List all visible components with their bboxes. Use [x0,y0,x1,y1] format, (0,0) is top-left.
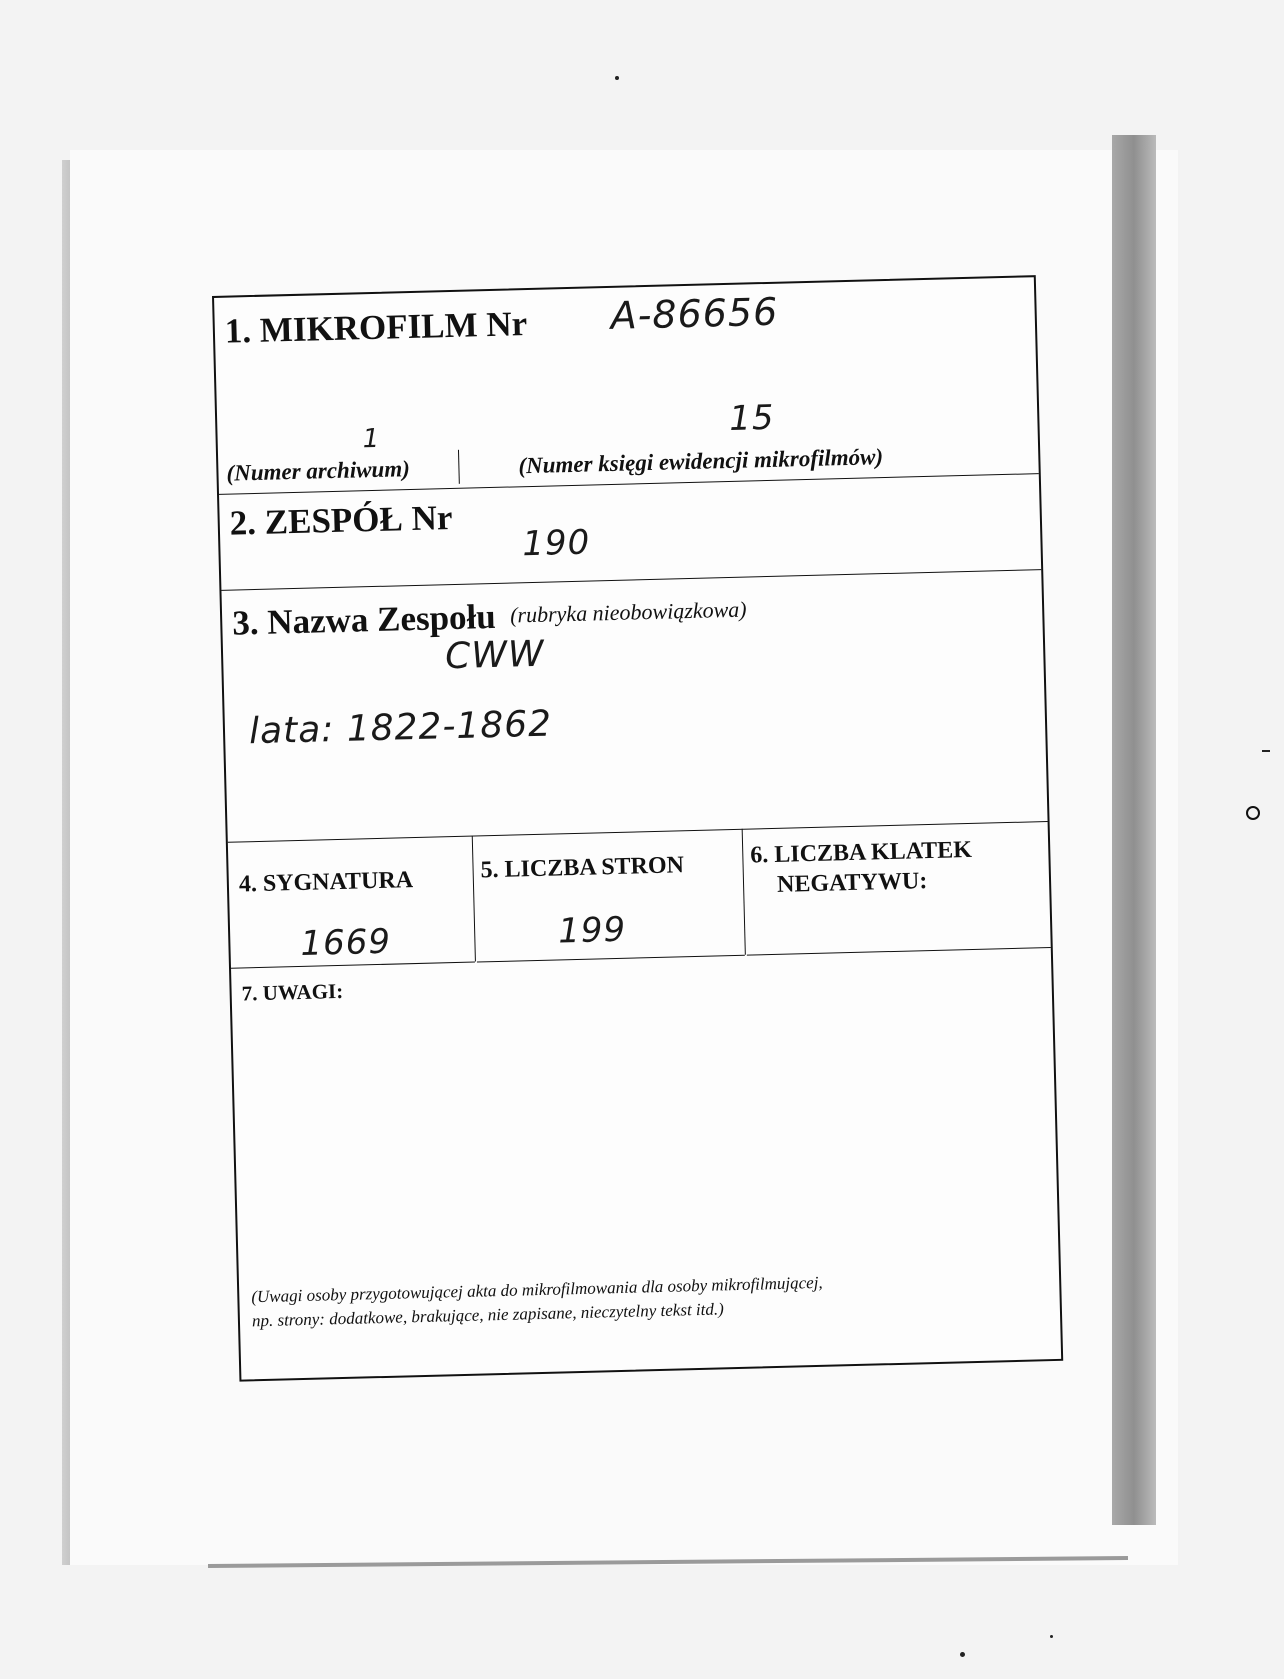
archive-number-caption: (Numer archiwum) [226,456,411,486]
microfilm-form [212,275,1063,1382]
scan-speck [615,76,619,80]
negative-frames-label-2: NEGATYWU: [776,868,928,898]
fond-number-label: 2. ZESPÓŁ Nr [229,497,453,543]
section-remarks [231,947,1061,1380]
scan-shadow-right [1112,135,1156,1525]
fond-name-label: 3. Nazwa Zespołu [231,596,497,643]
cell-signature [228,836,475,969]
section-fond-name [221,569,1047,843]
signature-label: 4. SYGNATURA [238,867,414,898]
microfilm-number-value: A-86656 [610,289,779,338]
caption-divider [458,450,460,484]
scan-speck [1262,750,1270,752]
negative-frames-label-1: 6. LICZBA KLATEK [750,836,973,869]
register-number-value: 15 [728,397,776,439]
scan-speck [1246,806,1260,820]
remarks-note-line-1: (Uwagi osoby przygotowującej akta do mikrofilmowania dla osoby mikrofilmującej, [251,1272,823,1307]
archive-number-value: 1 [362,423,381,455]
signature-value: 1669 [299,921,392,964]
scan-speck [960,1652,965,1657]
cell-page-count [474,829,745,963]
section-signature-row [228,821,1051,968]
fond-name-optional-note: (rubryka nieobowiązkowa) [509,596,747,628]
scan-speck [1050,1635,1053,1638]
fond-years-value: lata: 1822-1862 [248,703,553,753]
fond-name-value: CWW [444,633,546,678]
remarks-label: 7. UWAGI: [241,978,344,1006]
remarks-note-line-2: np. strony: dodatkowe, brakujące, nie zapisane, nieczytelny tekst itd.) [251,1299,724,1331]
cell-negative-frames [744,821,1051,956]
page-count-label: 5. LICZBA STRON [480,852,685,884]
section-microfilm-number [214,277,1039,495]
page-count-value: 199 [557,909,627,952]
fond-number-value: 190 [521,522,591,565]
microfilm-label: 1. MIKROFILM Nr [224,304,528,351]
register-number-caption: (Numer księgi ewidencji mikrofilmów) [518,444,884,479]
